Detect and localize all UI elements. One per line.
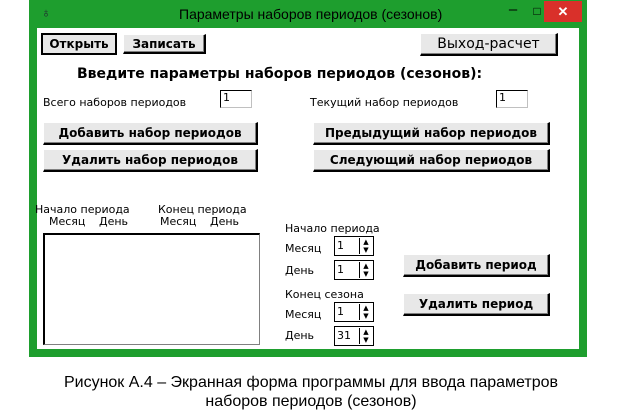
start-month-label: Месяц	[285, 242, 322, 255]
end-day-value: 31	[337, 329, 351, 342]
end-month-arrows[interactable]	[359, 304, 372, 320]
list-sub-month-1: Месяц	[49, 215, 86, 228]
window-title: Параметры наборов периодов (сезонов)	[179, 6, 443, 22]
list-col-start-header: Начало периода	[35, 203, 130, 216]
list-col-end-header: Конец периода	[158, 203, 247, 216]
start-month-arrows[interactable]	[359, 238, 372, 254]
end-month-value: 1	[337, 305, 344, 318]
current-set-label: Текущий набор периодов	[310, 96, 459, 109]
list-sub-day-2: День	[210, 215, 240, 228]
list-sub-day-1: День	[99, 215, 129, 228]
spin-down-icon[interactable]: ▼	[363, 246, 369, 254]
end-day-label: День	[285, 329, 315, 342]
start-day-value: 1	[337, 263, 344, 276]
period-start-label: Начало периода	[285, 222, 380, 235]
app-window	[29, 0, 587, 357]
spin-down-icon[interactable]: ▼	[363, 336, 369, 344]
delete-set-button[interactable]: Удалить набор периодов	[43, 149, 258, 172]
minimize-button[interactable]: –	[508, 1, 518, 18]
maximize-button[interactable]: □	[533, 4, 541, 18]
periods-listbox[interactable]	[43, 233, 260, 345]
exit-calc-button[interactable]: Выход-расчет	[420, 33, 558, 56]
spin-up-icon[interactable]: ▲	[363, 238, 369, 246]
figure-caption-line-2: наборов периодов (сезонов)	[205, 393, 417, 410]
add-period-button[interactable]: Добавить период	[403, 254, 550, 277]
season-end-label: Конец сезона	[285, 288, 364, 301]
form-heading: Введите параметры наборов периодов (сезонов):	[77, 66, 483, 82]
start-day-spinner[interactable]	[334, 260, 374, 280]
save-button[interactable]: Записать	[123, 34, 206, 54]
open-button[interactable]: Открыть	[41, 33, 117, 55]
add-set-button[interactable]: Добавить набор периодов	[43, 122, 258, 145]
end-month-spinner[interactable]	[334, 302, 374, 322]
start-day-arrows[interactable]	[359, 262, 372, 278]
end-month-label: Месяц	[285, 308, 322, 321]
start-month-value: 1	[337, 239, 344, 252]
total-sets-label: Всего наборов периодов	[43, 96, 187, 109]
total-sets-field[interactable]: 1	[220, 90, 252, 108]
close-button[interactable]: ✕	[544, 1, 582, 22]
spin-down-icon[interactable]: ▼	[363, 270, 369, 278]
delete-period-button[interactable]: Удалить период	[403, 293, 550, 316]
next-set-button[interactable]: Следующий набор периодов	[313, 149, 550, 172]
title-bar[interactable]	[29, 0, 587, 28]
start-month-spinner[interactable]	[334, 236, 374, 256]
spin-up-icon[interactable]: ▲	[363, 304, 369, 312]
spin-down-icon[interactable]: ▼	[363, 312, 369, 320]
list-sub-month-2: Месяц	[160, 215, 197, 228]
figure-caption-line-1: Рисунок А.4 – Экранная форма программы для ввода параметров	[63, 374, 559, 391]
app-icon: ♁	[41, 5, 51, 20]
end-day-spinner[interactable]	[334, 326, 374, 346]
spin-up-icon[interactable]: ▲	[363, 262, 369, 270]
end-day-arrows[interactable]	[359, 328, 372, 344]
client-area	[37, 28, 579, 349]
spin-up-icon[interactable]: ▲	[363, 328, 369, 336]
prev-set-button[interactable]: Предыдущий набор периодов	[313, 122, 550, 145]
current-set-field[interactable]: 1	[496, 90, 528, 108]
start-day-label: День	[285, 264, 315, 277]
